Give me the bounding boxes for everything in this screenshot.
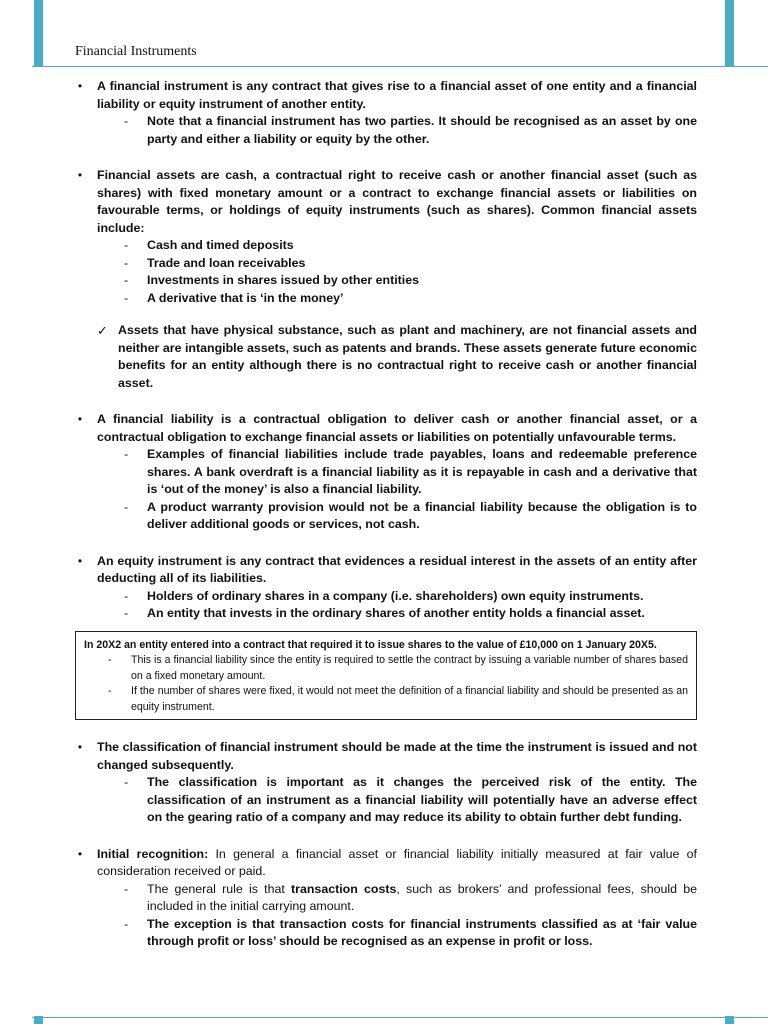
bullet-classification (75, 739, 697, 827)
ir-sub-2: - The exception is that transaction costs for financial instruments classified as at ‘fair value through profit or loss’ should be recognised as an expense in profit or loss. (124, 916, 697, 948)
header-accent-bar-left (34, 0, 43, 66)
bullet-dot: • (77, 412, 83, 426)
fa-item-1: - Cash and timed deposits (124, 238, 294, 252)
footer-accent-bar-right (725, 1016, 734, 1024)
bullet-dot: • (77, 168, 83, 182)
bullet-financial-instrument (75, 78, 697, 148)
bullet-dot: • (77, 553, 83, 568)
footer-rule (32, 1017, 768, 1018)
header-accent-bar-right (725, 0, 734, 66)
fa-note: ✓ Assets that have physical substance, such as plant and machinery, are not financial assets and neither are intangible assets, such as patents and brands. These assets generate future economic benefits for an entity although there is no contractual right to receive cash or another financial asset. (97, 323, 697, 390)
bullet-dot: • (77, 79, 83, 93)
fa-definition: Financial assets are cash, a contractual right to receive cash or another financial asset (such as shares) with fixed monetary amount or a contract to exchange financial assets or liabilities on favourable terms, or holdings of equity instruments (such as shares). Common financial assets include: (97, 168, 697, 235)
fi-definition: A financial instrument is any contract that gives rise to a financial asset of one entity and a financial liability or equity instrument of another entity. (97, 79, 697, 111)
bullet-dot: • (77, 846, 83, 861)
ir-label: Initial recognition: (97, 846, 209, 861)
fa-item-4: - A derivative that is ‘in the money’ (124, 290, 344, 305)
fi-sub-1: - Note that a financial instrument has two parties. It should be recognised as an asset by one party and either a liability or equity by the other. (124, 114, 697, 146)
bullet-dot: • (77, 740, 83, 754)
ir-sub-1: - The general rule is that transaction costs, such as brokers’ and professional fees, should be included in the initial carrying amount. (124, 881, 697, 913)
document-body (75, 78, 697, 951)
fl-sub-2: - A product warranty provision would not be a financial liability because the obligation is to deliver additional goods or services, not cash. (124, 499, 697, 531)
cls-sub-1: - The classification is important as it changes the perceived risk of the entity. The classification of an instrument as a financial liability will potentially have an adverse effect on the gearing ratio of a company and may reduce its ability to obtain further debt funding. (124, 775, 697, 824)
fa-item-3: - Investments in shares issued by other entities (124, 273, 419, 287)
bullet-financial-assets (75, 167, 697, 307)
checkmark-icon: ✓ (97, 323, 108, 338)
page-header-title: Financial Instruments (75, 44, 197, 59)
ei-sub-2: - An entity that invests in the ordinary shares of another entity holds a financial asset. (124, 606, 645, 620)
bullet-financial-liability (75, 411, 697, 534)
bullet-equity-instrument (75, 553, 697, 623)
fl-definition: A financial liability is a contractual obligation to deliver cash or another financial asset, or a contractual obligation to exchange financial assets or liabilities on potentially unfavourable terms. (97, 412, 697, 444)
ei-sub-1: - Holders of ordinary shares in a company (i.e. shareholders) own equity instruments. (124, 588, 644, 603)
cls-definition: The classification of financial instrument should be made at the time the instrument is issued and not changed subsequently. (97, 740, 697, 772)
example-sub-1: - This is a financial liability since the entity is required to settle the contract by issuing a variable number of shares based on a fixed monetary amount. (108, 654, 688, 682)
fa-item-2: - Trade and loan receivables (124, 255, 306, 270)
header-rule (32, 66, 768, 67)
ei-definition: An equity instrument is any contract that evidences a residual interest in the assets of an entity after deducting all of its liabilities. (97, 553, 697, 585)
bullet-initial-recognition (75, 846, 697, 951)
example-sub-2: - If the number of shares were fixed, it would not meet the definition of a financial liability and should be presented as an equity instrument. (108, 685, 688, 713)
fl-sub-1: - Examples of financial liabilities include trade payables, loans and redeemable preference shares. A bank overdraft is a financial liability as it is repayable in cash and a derivative that is ‘out of the money’ is also a financial liability. (124, 447, 697, 496)
example-box (75, 631, 697, 721)
footer-accent-bar-left (34, 1016, 43, 1024)
example-lead: In 20X2 an entity entered into a contract that required it to issue shares to the value of £10,000 on 1 January 20X5. (84, 638, 657, 651)
ir-text: In general a financial asset or financial liability initially measured at fair value of consideration received or paid. (97, 846, 697, 878)
